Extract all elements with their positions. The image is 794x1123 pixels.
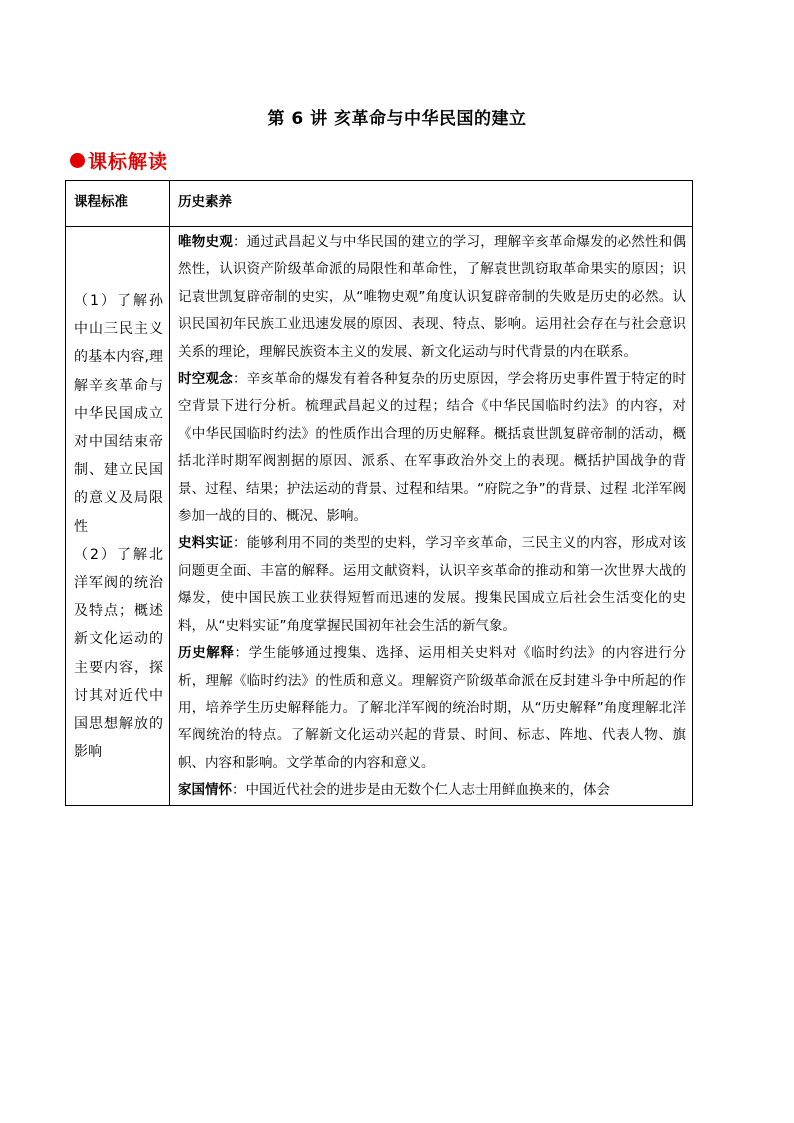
literacy-paragraph — [178, 366, 686, 530]
literacy-paragraph — [178, 229, 686, 366]
literacy-text: ：中国近代社会的进步是由无数个仁人志士用鲜血换来的，体会 — [232, 782, 610, 799]
literacy-text: ：学生能够通过搜集、选择、运用相关史料对《临时约法》的内容进行分析，理解《临时约法》的性质和意义。理解资产阶级革命派在反封建斗争中所起的作用，培养学生历史解释能力。了解北洋军阀的统治时期，从“历史解释”角度理解北洋军阀统治的特点。了解新文化运动兴起的背景、时间、标志、阵地、代表人物、旗帜、内容和影响。文学革命的内容和意义。 — [178, 645, 687, 771]
literacy-paragraph — [178, 640, 686, 777]
literacy-paragraph — [178, 530, 686, 640]
header-standard-label: 课程标准 — [74, 194, 128, 210]
literacy-text: ：能够利用不同的类型的史料，学习辛亥革命，三民主义的内容，形成对该问题更全面、丰富的解释。运用文献资料，认识辛亥革命的推动和第一次世界大战的爆发，使中国民族工业获得短暂而迅速的发展。搜集民国成立后社会生活变化的史料，从“史料实证”角度掌握民国初年社会生活的新气象。 — [178, 535, 687, 634]
section-heading — [70, 147, 168, 174]
curriculum-table — [65, 180, 693, 806]
table-row — [66, 227, 693, 806]
header-cell-standard — [66, 181, 170, 227]
literacy-term: 时空观念 — [178, 371, 233, 388]
literacy-text: ：通过武昌起义与中华民国的建立的学习，理解辛亥革命爆发的必然性和偶然性，认识资产阶级革命派的局限性和革命性，了解袁世凯窃取革命果实的原因；识记袁世凯复辟帝制的史实，从“唯物史观”角度认识复辟帝制的失败是历史的必然。认识民国初年民族工业迅速发展的原因、表现、特点、影响。运用社会存在与社会意识关系的理论，理解民族资本主义的发展、新文化运动与时代背景的内在联系。 — [178, 234, 687, 360]
standard-item-2: （2）了解北洋军阀的统治及特点；概述新文化运动的主要内容，探讨其对近代中国思想解放的影响 — [74, 546, 163, 761]
page-title: 第 6 讲 亥革命与中华民国的建立 — [267, 109, 527, 129]
literacy-term: 唯物史观 — [178, 234, 233, 250]
red-dot-icon — [70, 153, 85, 168]
standards-cell — [66, 227, 170, 806]
literacy-term: 历史解释 — [178, 645, 235, 662]
literacy-text: ：辛亥革命的爆发有着各种复杂的历史原因，学会将历史事件置于特定的时空背景下进行分析。梳理武昌起义的过程；结合《中华民国临时约法》的内容，对《中华民国临时约法》的性质作出合理的历史解释。概括袁世凯复辟帝制的活动，概括北洋时期军阀割据的原因、派系、在军事政治外交上的表现。概括护国战争的背景、过程、结果；护法运动的背景、过程和结果。“府院之争”的背景、过程 北洋军阀参加一战的目的、概况、影响。 — [178, 371, 687, 525]
section-heading-label: 课标解读 — [88, 151, 169, 173]
header-cell-literacy — [170, 181, 693, 227]
header-literacy-label: 历史素养 — [178, 194, 232, 210]
literacy-cell — [170, 227, 693, 806]
literacy-paragraph — [178, 777, 686, 804]
literacy-term: 家国情怀 — [178, 782, 232, 799]
table-header-row — [66, 181, 693, 227]
literacy-term: 史料实证 — [178, 535, 233, 552]
standard-item-1: （1）了解孙中山三民主义的基本内容,理解辛亥革命与中华民国成立对中国结束帝制、建立民国的意义及局限性 — [74, 293, 163, 535]
